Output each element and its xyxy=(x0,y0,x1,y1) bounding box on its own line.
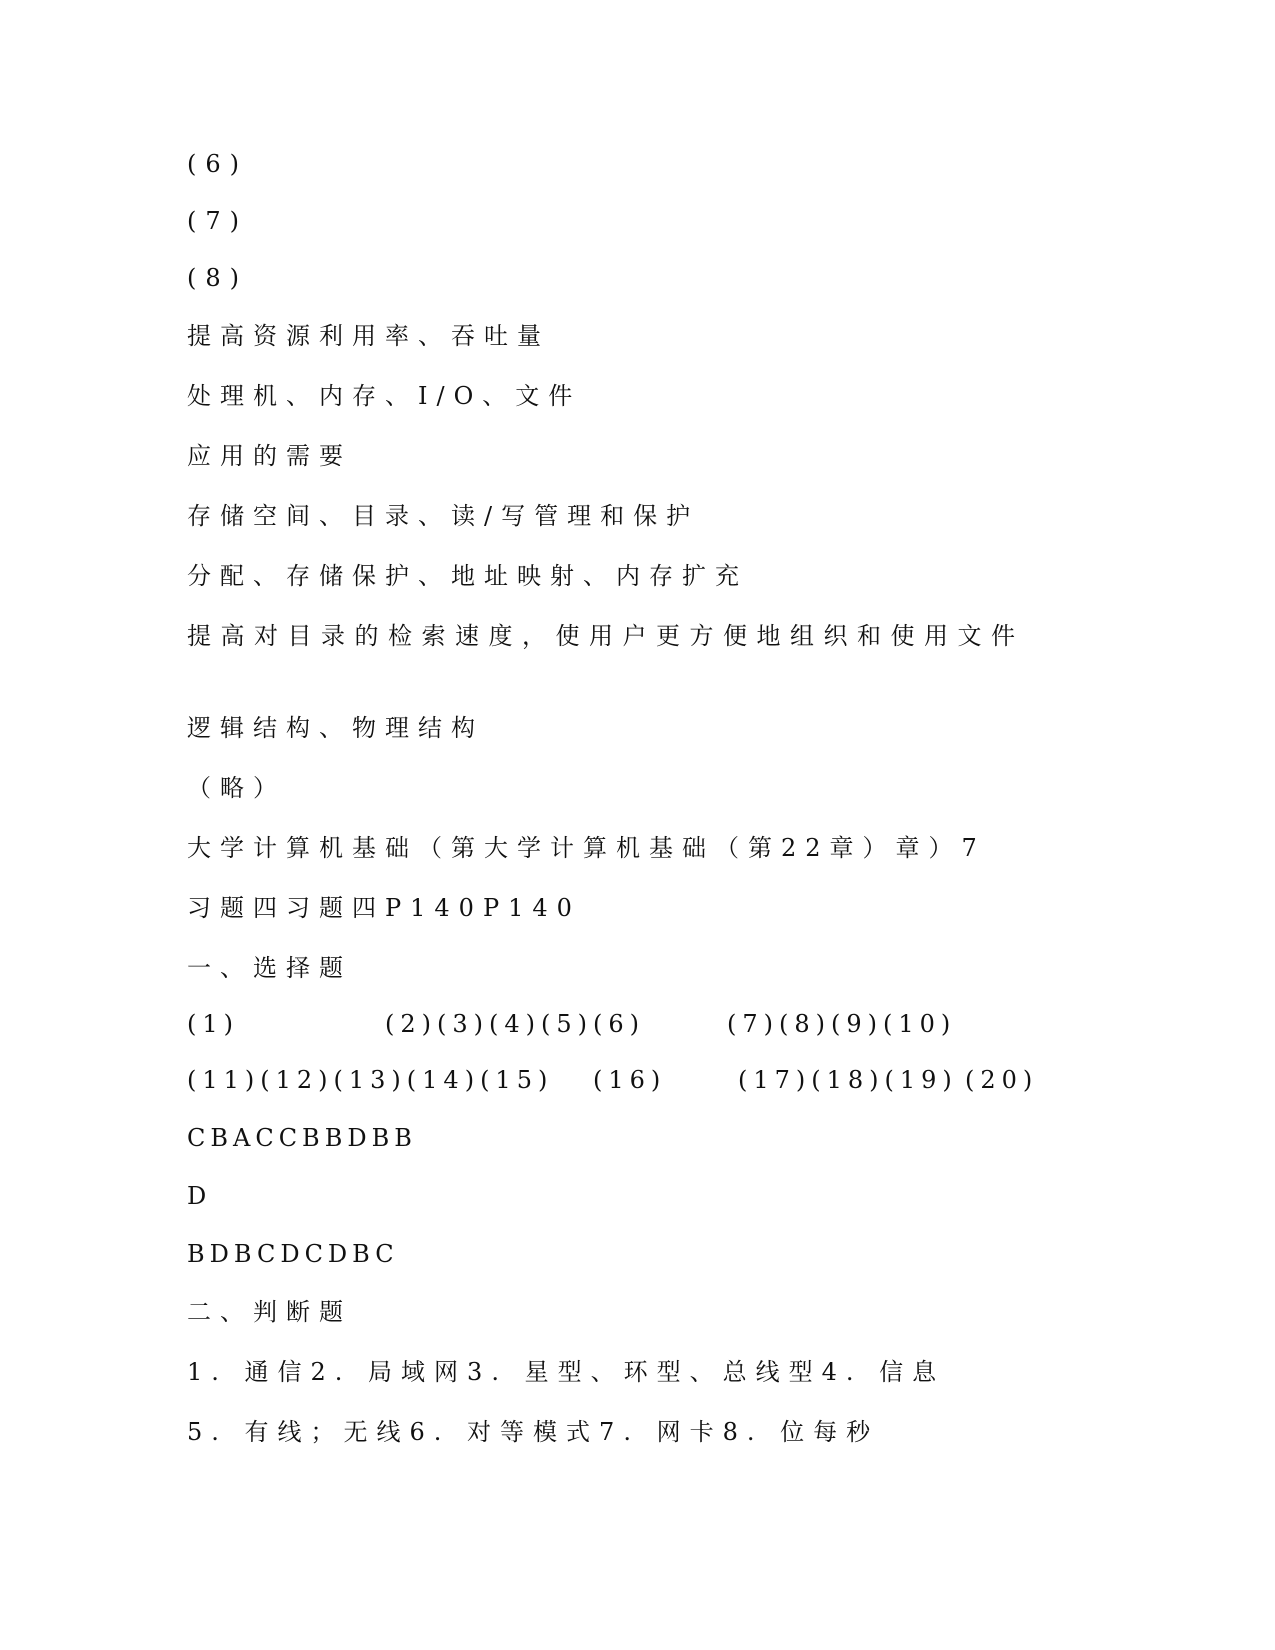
chapter-heading: 大学计算机基础（第大学计算机基础（第22章）章）7 xyxy=(187,834,986,862)
answer-text: 提高对目录的检索速度，使用户更方便地组织和使用文件 xyxy=(187,622,1025,650)
answer-text: 逻辑结构、物理结构 xyxy=(187,714,484,742)
answer-key: CBACCBBDBB xyxy=(187,1124,417,1152)
choice-number: (11)(12)(13)(14)(15) xyxy=(187,1066,554,1094)
answer-key: BDBCDCDBC xyxy=(187,1240,399,1268)
answer-label-6: (6) xyxy=(187,150,248,178)
answer-text: 提高资源利用率、吞吐量 xyxy=(187,322,550,350)
fill-answer-line: 5. 有线；无线6. 对等模式7. 网卡8. 位每秒 xyxy=(187,1418,880,1446)
section-heading-judgement: 二、判断题 xyxy=(187,1298,352,1326)
section-heading-choice: 一、选择题 xyxy=(187,954,352,982)
choice-number: (2)(3)(4)(5)(6) xyxy=(385,1010,645,1038)
answer-text: 存储空间、目录、读/写管理和保护 xyxy=(187,502,700,530)
choice-number: (7)(8)(9)(10) xyxy=(727,1010,957,1038)
answer-label-7: (7) xyxy=(187,207,248,235)
choice-number: (16) xyxy=(593,1066,667,1094)
choice-number: (17)(18)(19) xyxy=(738,1066,958,1094)
fill-answer-line: 1. 通信2. 局域网3. 星型、环型、总线型4. 信息 xyxy=(187,1358,946,1386)
answer-text: 分配、存储保护、地址映射、内存扩充 xyxy=(187,562,748,590)
exercise-heading: 习题四习题四P140P140 xyxy=(187,894,581,922)
answer-label-8: (8) xyxy=(187,264,248,292)
answer-text: （略） xyxy=(187,774,286,802)
answer-key: D xyxy=(187,1182,212,1210)
answer-text: 处理机、内存、I/O、文件 xyxy=(187,382,582,410)
choice-number: (20) xyxy=(965,1066,1039,1094)
answer-text: 应用的需要 xyxy=(187,442,352,470)
choice-number: (1) xyxy=(187,1010,239,1038)
